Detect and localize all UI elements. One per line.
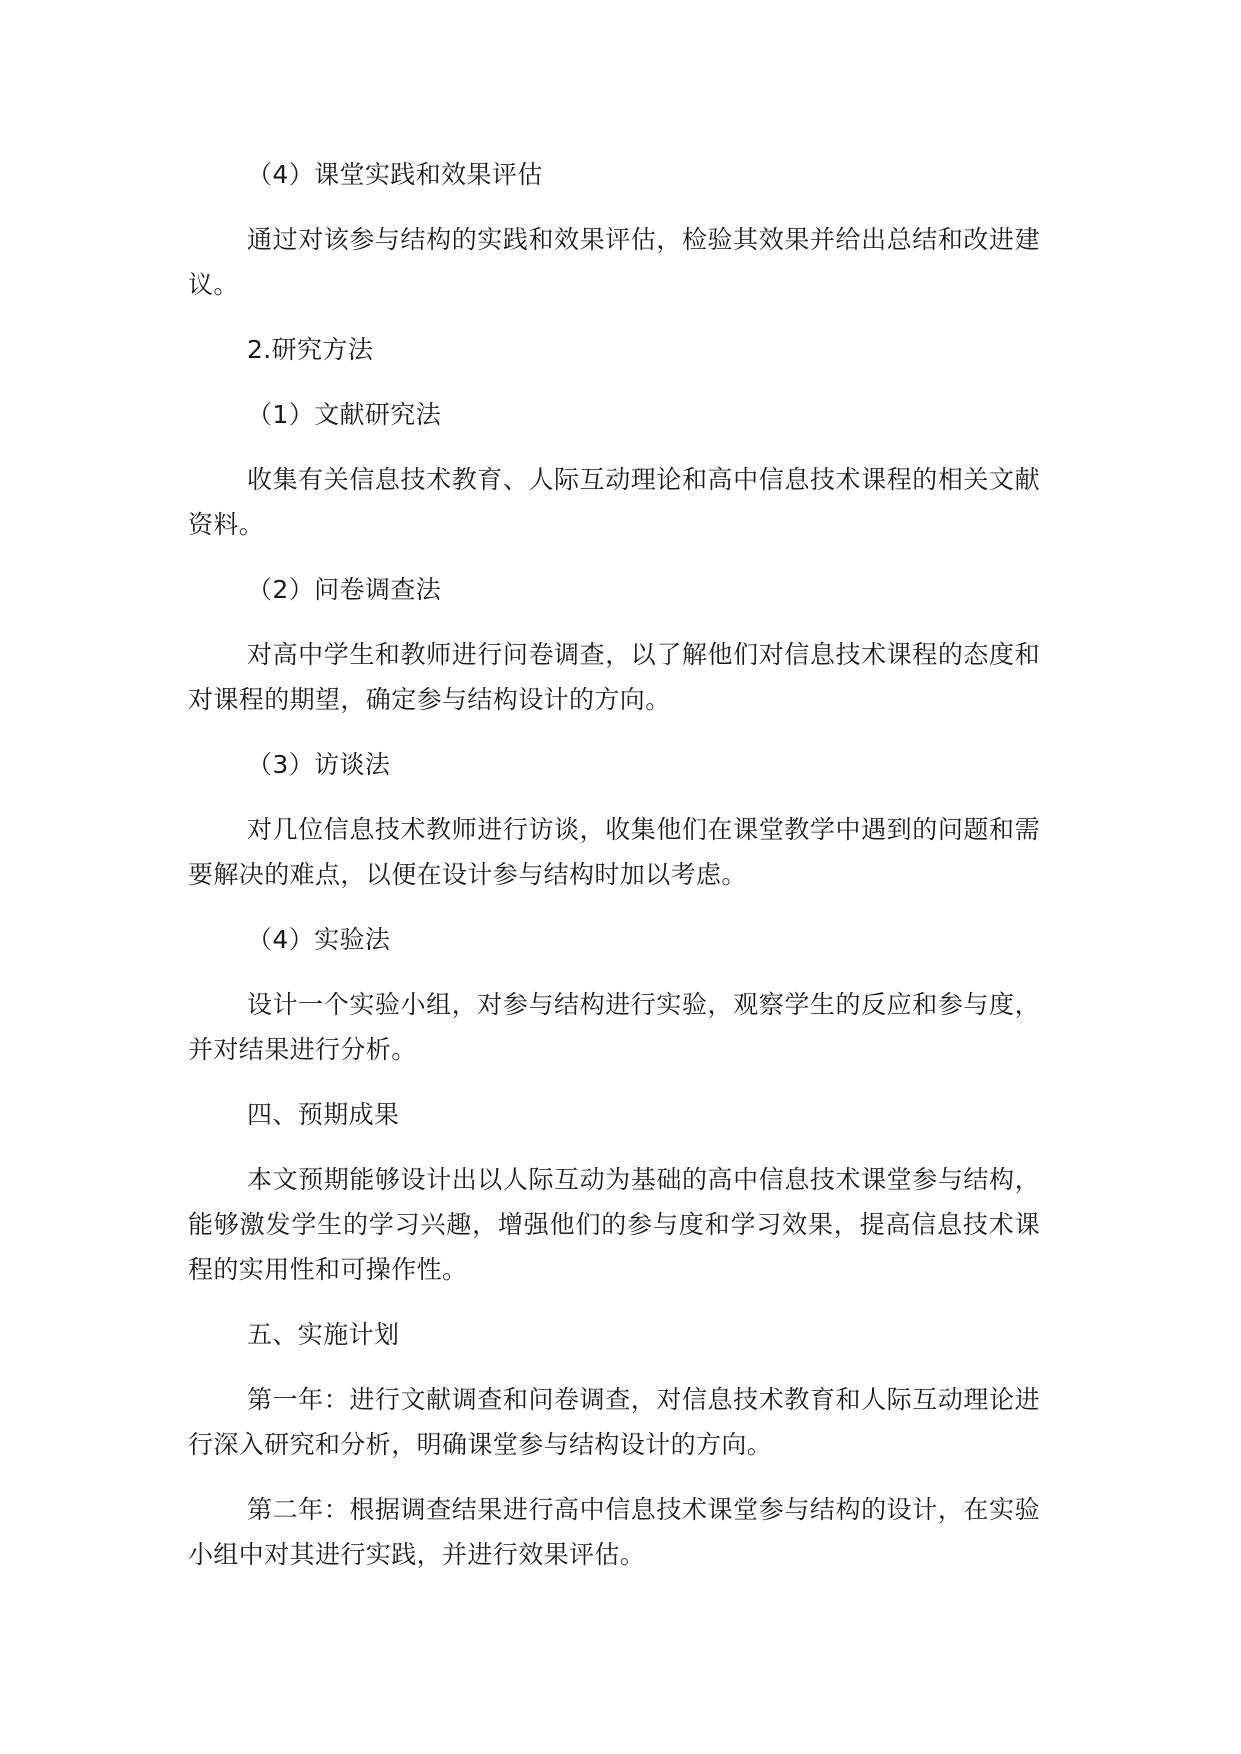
paragraph-expected-results: 本文预期能够设计出以人际互动为基础的高中信息技术课堂参与结构，能够激发学生的学习兴趣，增强他们的参与度和学习效果，提高信息技术课程的实用性和可操作性。 [188, 1165, 1040, 1284]
subheading-classroom-practice: （4）课堂实践和效果评估 [247, 160, 543, 189]
paragraph-literature: 收集有关信息技术教育、人际互动理论和高中信息技术课程的相关文献资料。 [188, 465, 1040, 539]
subheading-questionnaire-method: （2）问卷调查法 [247, 575, 442, 604]
subheading-literature-method: （1）文献研究法 [247, 400, 442, 429]
paragraph-interview: 对几位信息技术教师进行访谈，收集他们在课堂教学中遇到的问题和需要解决的难点，以便在设计参与结构时加以考虑。 [188, 815, 1040, 889]
subheading-experiment-method: （4）实验法 [247, 925, 391, 954]
heading-research-methods: 2.研究方法 [247, 335, 374, 364]
paragraph-evaluation: 通过对该参与结构的实践和效果评估，检验其效果并给出总结和改进建议。 [188, 225, 1040, 299]
paragraph-experiment: 设计一个实验小组，对参与结构进行实验，观察学生的反应和参与度，并对结果进行分析。 [188, 990, 1040, 1064]
document-page [188, 152, 1040, 1577]
heading-expected-results: 四、预期成果 [247, 1100, 400, 1129]
paragraph-questionnaire: 对高中学生和教师进行问卷调查，以了解他们对信息技术课程的态度和对课程的期望，确定参与结构设计的方向。 [188, 640, 1040, 714]
subheading-interview-method: （3）访谈法 [247, 750, 391, 779]
paragraph-year-one: 第一年：进行文献调查和问卷调查，对信息技术教育和人际互动理论进行深入研究和分析，明确课堂参与结构设计的方向。 [188, 1385, 1040, 1459]
paragraph-year-two: 第二年：根据调查结果进行高中信息技术课堂参与结构的设计，在实验小组中对其进行实践，并进行效果评估。 [188, 1495, 1040, 1569]
heading-implementation-plan: 五、实施计划 [247, 1320, 400, 1349]
